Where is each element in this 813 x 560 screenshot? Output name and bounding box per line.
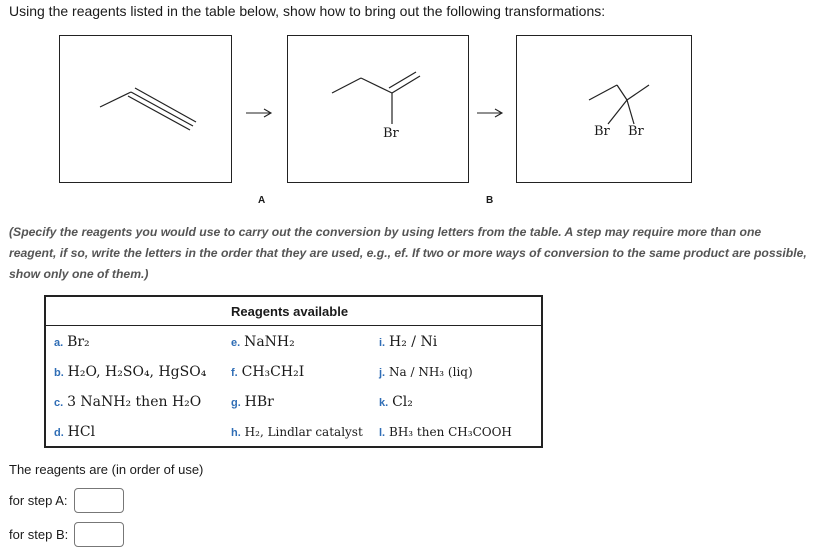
- reagents-table: [44, 295, 543, 448]
- reagent-cell: [45, 326, 224, 357]
- reagent-name: NaNH₂: [244, 333, 295, 350]
- alkyne-structure: [60, 36, 233, 184]
- table-title-cell: [45, 296, 542, 326]
- step-a-answer-label: for step A:: [9, 493, 68, 508]
- reagent-cell: [45, 386, 224, 416]
- table-header-row: [45, 296, 542, 326]
- intermediate-bromine-label: Br: [383, 126, 399, 141]
- reagent-cell: [371, 386, 542, 416]
- step-b-answer-input[interactable]: [74, 522, 124, 547]
- reagent-cell: [371, 356, 542, 386]
- reagent-name: 3 NaNH₂ then H₂O: [67, 393, 202, 410]
- reagent-name: CH₃CH₂I: [241, 363, 305, 380]
- arrow-step-b: [475, 106, 505, 120]
- reagent-name: Na / NH₃ (liq): [389, 365, 473, 379]
- reagent-name: Br₂: [67, 333, 90, 350]
- reagent-name: H₂O, H₂SO₄, HgSO₄: [67, 363, 207, 380]
- intermediate-box: [287, 35, 469, 183]
- reagent-name: H₂ / Ni: [389, 333, 438, 350]
- product-bromine-label-1: Br: [594, 124, 610, 139]
- reagent-name: BH₃ then CH₃COOH: [389, 425, 512, 439]
- table-row: [45, 416, 542, 447]
- reagent-cell: [224, 326, 371, 357]
- step-a-label: A: [258, 195, 266, 206]
- reagent-key: b.: [54, 366, 64, 379]
- instructions-text: (Specify the reagents you would use to carry out the conversion by using letters from the table. A step may require more than one reagent, if so, write the letters in the order that they are used, e.g., ef. If two or more ways of conversion to the same product are possible, show only one of them.): [9, 225, 807, 281]
- bromoalkene-structure: [288, 36, 470, 184]
- reagent-cell: [224, 386, 371, 416]
- reagent-key: d.: [54, 426, 64, 439]
- question-text: Using the reagents listed in the table below, show how to bring out the following transformations:: [9, 3, 606, 19]
- reagent-key: c.: [54, 396, 64, 409]
- step-a-answer-input[interactable]: [74, 488, 124, 513]
- arrow-step-a: [244, 106, 274, 120]
- dibromoalkane-structure: [517, 36, 693, 184]
- reagent-cell: [224, 356, 371, 386]
- reagent-key: j.: [379, 367, 386, 379]
- reagent-key: e.: [231, 336, 241, 349]
- reagent-key: g.: [231, 396, 241, 409]
- reagent-key: h.: [231, 427, 241, 439]
- reagent-cell: [45, 416, 224, 447]
- reagent-key: k.: [379, 396, 389, 409]
- reagent-name: H₂, Lindlar catalyst: [244, 425, 363, 439]
- product-bromine-label-2: Br: [628, 124, 644, 139]
- reagent-cell: [371, 416, 542, 447]
- starting-material-box: [59, 35, 232, 183]
- reagent-key: a.: [54, 336, 64, 349]
- table-row: [45, 356, 542, 386]
- table-title: Reagents available: [231, 303, 349, 319]
- reagent-name: HCl: [67, 423, 96, 440]
- reagent-cell: [371, 326, 542, 357]
- table-row: [45, 386, 542, 416]
- reagent-cell: [224, 416, 371, 447]
- step-b-label: B: [486, 195, 494, 206]
- reagent-name: HBr: [244, 393, 274, 410]
- reagent-name: Cl₂: [392, 393, 413, 410]
- step-b-answer-label: for step B:: [9, 527, 69, 542]
- product-box: [516, 35, 692, 183]
- reagent-key: i.: [379, 336, 386, 349]
- answers-title: The reagents are (in order of use): [9, 462, 204, 477]
- table-row: [45, 326, 542, 357]
- reagent-key: f.: [231, 366, 238, 379]
- reagent-cell: [45, 356, 224, 386]
- reagent-key: l.: [379, 427, 386, 439]
